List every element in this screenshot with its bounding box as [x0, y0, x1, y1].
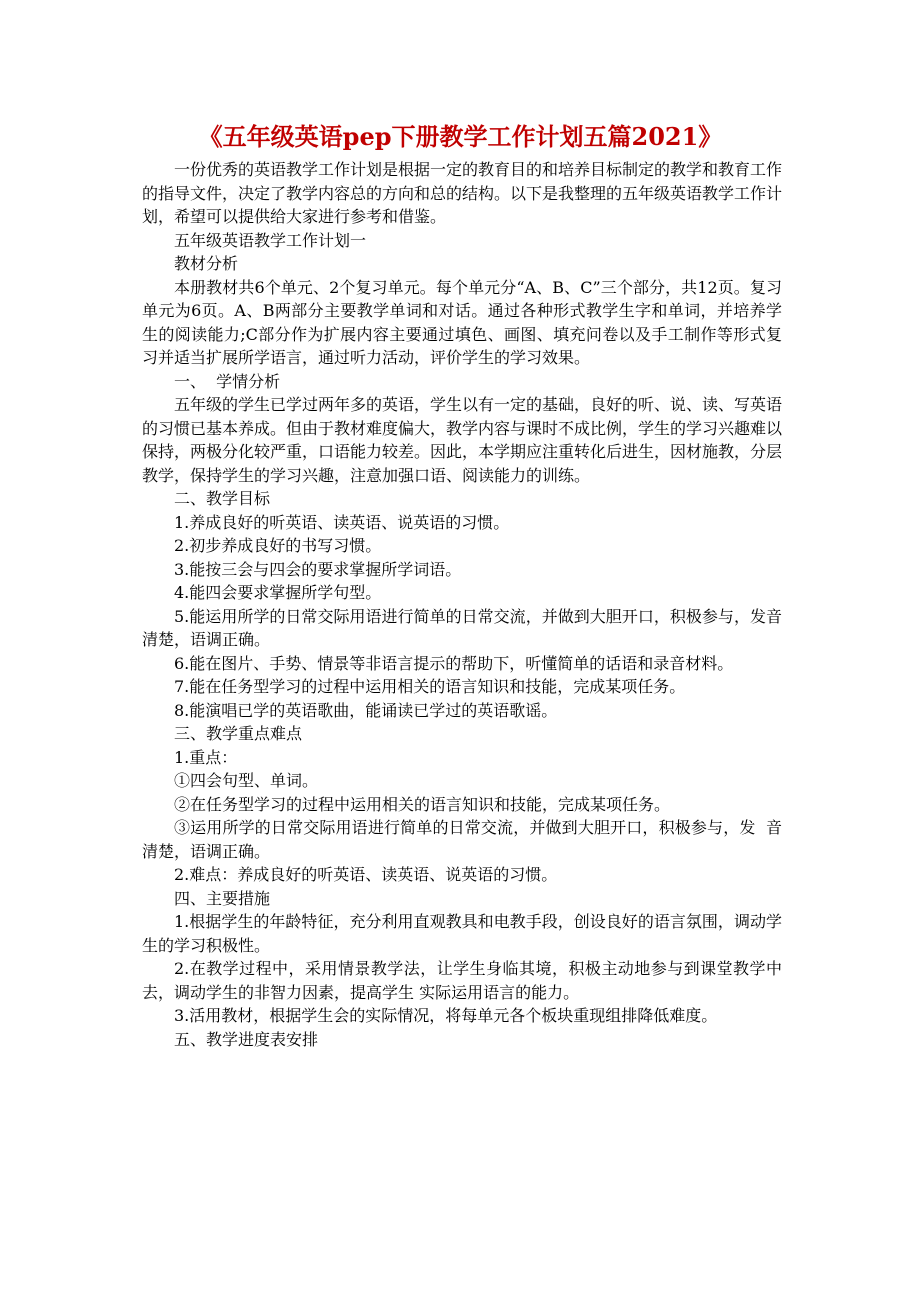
section-heading-teaching-goals: 二、教学目标 [174, 489, 271, 508]
key-point-item: ③运用所学的日常交际用语进行简单的日常交流，并做到大胆开口，积极参与，发 音清楚，语调正确。 [142, 818, 782, 861]
measure-item: 2.在教学过程中，采用情景教学法，让学生身临其境，积极主动地参与到课堂教学中去，调动学生的非智力因素，提高学生 实际运用语言的能力。 [142, 959, 782, 1002]
section-heading-schedule: 五、教学进度表安排 [174, 1029, 319, 1049]
goal-item: 4.能四会要求掌握所学句型。 [174, 583, 382, 602]
student-analysis-paragraph: 五年级的学生已学过两年多的英语，学生以有一定的基础，良好的听、说、读、写英语的习惯已基本养成。但由于教材难度偏大，教学内容与课时不成比例，学生的学习兴趣难以保持，两极分化较严重，口语能力较差。因此，本学期应注重转化后进生，因材施教，分层教学，保持学生的学习兴趣，注意加强口语、阅读能力的训练。 [142, 395, 783, 485]
key-point-item: ②在任务型学习的过程中运用相关的语言知识和技能，完成某项任务。 [174, 794, 671, 814]
goal-item: 7.能在任务型学习的过程中运用相关的语言知识和技能，完成某项任务。 [174, 677, 686, 696]
goal-item: 2.初步养成良好的书写习惯。 [174, 536, 382, 555]
section-heading-student-analysis: 一、 学情分析 [174, 371, 281, 391]
document-title: 《五年级英语pep下册教学工作计划五篇2021》 [198, 122, 723, 151]
intro-paragraph: 一份优秀的英语教学工作计划是根据一定的教育目的和培养目标制定的教学和教育工作的指导文件，决定了教学内容总的方向和总的结构。以下是我整理的五年级英语教学工作计划，希望可以提供给大家进行参考和借鉴。 [142, 160, 783, 226]
section-heading-main-measures: 四、主要措施 [174, 888, 271, 908]
goal-item: 1.养成良好的听英语、读英语、说英语的习惯。 [174, 512, 510, 532]
goal-item: 3.能按三会与四会的要求掌握所学词语。 [174, 559, 462, 579]
section-heading-key-points: 三、教学重点难点 [174, 724, 303, 743]
measure-item: 3.活用教材，根据学生会的实际情况，将每单元各个板块重现组排降低难度。 [174, 1006, 718, 1025]
textbook-analysis-paragraph: 本册教材共6个单元、2个复习单元。每个单元分“A、B、C”三个部分，共12页。复习单元为6页。A、B两部分主要教学单词和对话。通过各种形式教学生字和单词，并培养学生的阅读能力;C部分作为扩展内容主要通过填色、画图、填充问卷以及手工制作等形式复习并适当扩展所学语言，通过听力活动，评价学生的学习效果。 [142, 277, 782, 367]
key-points-label: 1.重点： [174, 747, 238, 767]
difficulty-item: 2.难点：养成良好的听英语、读英语、说英语的习惯。 [174, 865, 558, 884]
goal-item: 6.能在图片、手势、情景等非语言提示的帮助下，听懂简单的话语和录音材料。 [174, 653, 734, 673]
document-page [142, 116, 782, 1051]
section-heading-textbook-analysis: 教材分析 [174, 254, 239, 273]
document-body [142, 158, 782, 1051]
measure-item: 1.根据学生的年龄特征，充分利用直观教具和电教手段，创设良好的语言氛围，调动学生的学习积极性。 [142, 912, 782, 955]
goal-item: 8.能演唱已学的英语歌曲，能诵读已学过的英语歌谣。 [174, 700, 558, 720]
plan-one-heading: 五年级英语教学工作计划一 [174, 230, 367, 250]
key-point-item: ①四会句型、单词。 [174, 771, 319, 790]
goal-item: 5.能运用所学的日常交际用语进行简单的日常交流，并做到大胆开口，积极参与，发音清楚，语调正确。 [142, 606, 782, 649]
